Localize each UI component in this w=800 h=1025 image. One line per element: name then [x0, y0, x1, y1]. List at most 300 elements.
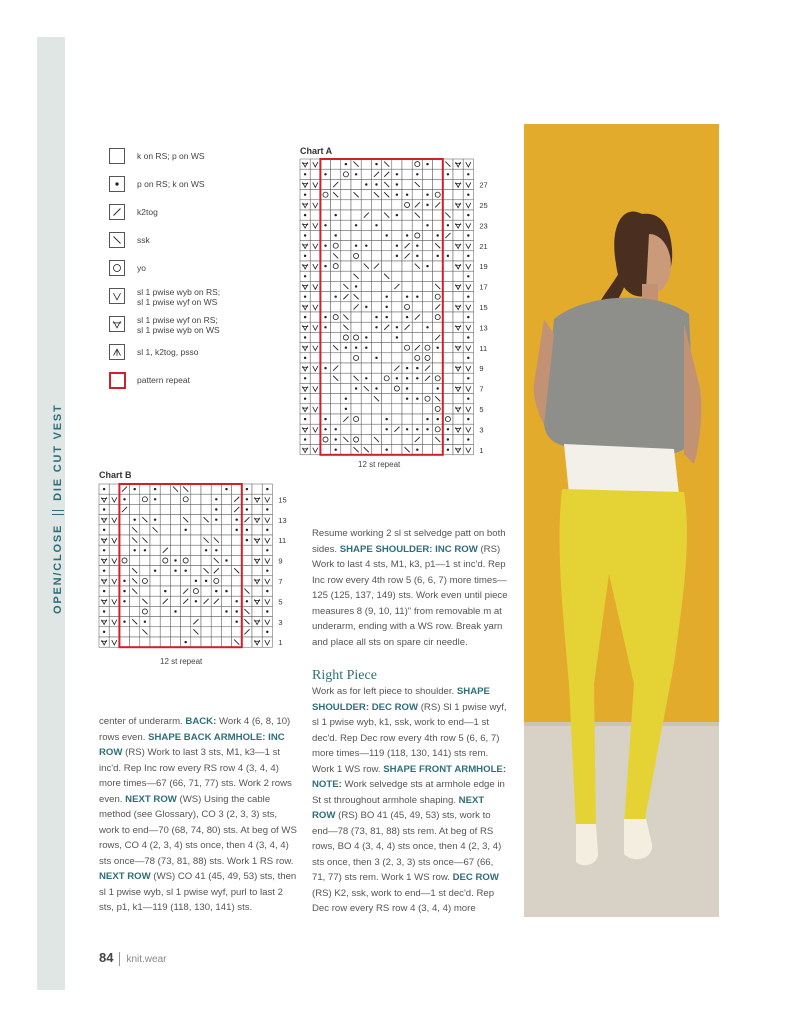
chart-cell	[201, 627, 211, 637]
chart-cell	[320, 322, 330, 332]
chart-cell	[130, 545, 140, 555]
chart-cell	[351, 424, 361, 434]
chart-cell	[130, 586, 140, 596]
chart-cell	[412, 230, 422, 240]
chart-cell	[201, 596, 211, 606]
chart-cell	[242, 637, 252, 647]
chart-cell	[109, 566, 119, 576]
chart-cell	[310, 169, 320, 179]
chart-cell	[252, 627, 262, 637]
chart-cell	[320, 251, 330, 261]
chart-cell	[453, 241, 463, 251]
chart-cell	[463, 363, 473, 373]
chart-cell	[351, 414, 361, 424]
chart-cell	[382, 363, 392, 373]
instruction-run: center of underarm.	[99, 716, 186, 727]
chart-cell	[221, 586, 231, 596]
chart-cell	[412, 322, 422, 332]
chart-cell	[361, 210, 371, 220]
chart-cell	[300, 230, 310, 240]
chart-cell	[361, 394, 371, 404]
chart-cell	[443, 373, 453, 383]
chart-cell	[443, 200, 453, 210]
chart-cell	[433, 394, 443, 404]
row-number-label: 25	[479, 200, 488, 210]
chart-cell	[433, 190, 443, 200]
chart-cell	[211, 606, 221, 616]
chart-cell	[433, 312, 443, 322]
chart-cell	[341, 169, 351, 179]
chart-cell	[140, 494, 150, 504]
chart-cell	[109, 515, 119, 525]
chart-cell	[412, 271, 422, 281]
chart-cell	[310, 251, 320, 261]
chart-cell	[181, 555, 191, 565]
chart-cell	[242, 617, 252, 627]
chart-cell	[351, 404, 361, 414]
chart-cell	[443, 179, 453, 189]
chart-cell	[433, 179, 443, 189]
chart-cell	[119, 627, 129, 637]
chart-cell	[331, 373, 341, 383]
instruction-run: (WS) CO 41 (45, 49, 53) sts, then sl 1 pwise wyb, sl 1 pwise wyf, purl to last 2 sts, p1, k1—119 (118, 130, 141) sts.	[99, 871, 297, 913]
chart-cell	[310, 373, 320, 383]
chart-cell	[371, 312, 381, 322]
chart-cell	[221, 576, 231, 586]
chart-cell	[262, 555, 272, 565]
chart-cell	[170, 576, 180, 586]
chart-cell	[412, 179, 422, 189]
chart-cell	[402, 169, 412, 179]
row-number-label: 15	[479, 302, 488, 312]
chart-cell	[300, 220, 310, 230]
chart-cell	[119, 504, 129, 514]
chart-cell	[412, 404, 422, 414]
row-number-label: 23	[479, 221, 488, 231]
chart-cell	[201, 617, 211, 627]
chart-cell	[221, 525, 231, 535]
chart-cell	[150, 596, 160, 606]
chart-cell	[463, 251, 473, 261]
chart-cell	[341, 404, 351, 414]
chart-cell	[150, 606, 160, 616]
chart-cell	[433, 404, 443, 414]
chart-cell	[99, 596, 109, 606]
chart-cell	[453, 210, 463, 220]
row-number-label: 1	[479, 445, 484, 455]
chart-cell	[463, 353, 473, 363]
row-number-label: 11	[278, 536, 287, 546]
chart-cell	[371, 434, 381, 444]
instruction-run: SHAPE FRONT ARMHOLE: NOTE:	[312, 763, 507, 790]
chart-cell	[382, 169, 392, 179]
chart-cell	[262, 606, 272, 616]
chart-cell	[392, 363, 402, 373]
chart-cell	[320, 383, 330, 393]
chart-cell	[191, 525, 201, 535]
chart-cell	[119, 566, 129, 576]
chart-cell	[412, 210, 422, 220]
row-number-label: 11	[479, 343, 488, 353]
chart-cell	[300, 343, 310, 353]
chart-cell	[252, 525, 262, 535]
chart-cell	[463, 210, 473, 220]
chart-cell	[351, 332, 361, 342]
chart-cell	[191, 494, 201, 504]
chart-cell	[341, 292, 351, 302]
chart-cell	[262, 525, 272, 535]
chart-cell	[422, 271, 432, 281]
chart-cell	[453, 363, 463, 373]
chart-cell	[310, 292, 320, 302]
chart-cell	[109, 586, 119, 596]
chart-cell	[150, 525, 160, 535]
chart-cell	[310, 179, 320, 189]
chart-cell	[320, 332, 330, 342]
chart-cell	[300, 190, 310, 200]
chart-cell	[331, 383, 341, 393]
instruction-run: (RS) Work to last 3 sts, M1, k3—1 st inc'd. Rep Inc row every RS row 4 (3, 4, 4) more times—67 (66, 71, 77) sts. Work 2 rows even.	[99, 747, 292, 805]
chart-cell	[242, 535, 252, 545]
chart-cell	[443, 169, 453, 179]
instruction-run: (RS) Sl 1 pwise wyf, sl 1 pwise wyb, k1, ssk, work to end—1 st dec'd. Rep Dec row every 4th row 5 (6, 6, 7) more times—119 (118, 130, 141) sts rem. Work 1 WS row.	[312, 701, 507, 775]
chart-cell	[320, 302, 330, 312]
chart-cell	[361, 190, 371, 200]
chart-cell	[150, 545, 160, 555]
chart-cell	[160, 555, 170, 565]
chart-cell	[150, 617, 160, 627]
chart-cell	[351, 434, 361, 444]
chart-cell	[453, 434, 463, 444]
chart-cell	[453, 220, 463, 230]
chart-cell	[140, 566, 150, 576]
chart-cell	[433, 363, 443, 373]
chart-cell	[341, 271, 351, 281]
chart-cell	[443, 281, 453, 291]
chart-cell	[310, 281, 320, 291]
chart-cell	[433, 292, 443, 302]
chart-cell	[160, 606, 170, 616]
chart-cell	[433, 251, 443, 261]
chart-cell	[232, 515, 242, 525]
chart-cell	[351, 241, 361, 251]
chart-cell	[300, 445, 310, 455]
chart-cell	[242, 606, 252, 616]
chart-cell	[191, 484, 201, 494]
chart-cell	[422, 353, 432, 363]
instructions-column-right-piece	[312, 684, 508, 917]
row-number-label: 7	[479, 384, 484, 394]
chart-cell	[221, 637, 231, 647]
chart-cell	[232, 535, 242, 545]
chart-cell	[351, 383, 361, 393]
chart-cell	[402, 414, 412, 424]
chart-cell	[392, 230, 402, 240]
chart-cell	[181, 535, 191, 545]
chart-cell	[443, 394, 453, 404]
chart-cell	[201, 637, 211, 647]
chart-cell	[181, 596, 191, 606]
instructions-column-left	[99, 714, 299, 916]
chart-cell	[201, 606, 211, 616]
chart-cell	[242, 576, 252, 586]
chart-cell	[412, 241, 422, 251]
chart-cell	[382, 210, 392, 220]
chart-cell	[320, 261, 330, 271]
chart-cell	[422, 404, 432, 414]
chart-cell	[130, 504, 140, 514]
chart-cell	[181, 504, 191, 514]
chart-cell	[443, 414, 453, 424]
chart-cell	[463, 383, 473, 393]
chart-cell	[382, 200, 392, 210]
chart-cell	[341, 353, 351, 363]
chart-cell	[331, 169, 341, 179]
chart-cell	[300, 404, 310, 414]
chart-cell	[181, 566, 191, 576]
row-number-label: 13	[278, 515, 287, 525]
chart-cell	[170, 535, 180, 545]
chart-cell	[422, 169, 432, 179]
chart-cell	[422, 159, 432, 169]
chart-cell	[211, 637, 221, 647]
chart-cell	[402, 261, 412, 271]
row-number-label: 15	[278, 495, 287, 505]
row-number-label: 17	[479, 282, 488, 292]
chart-cell	[463, 292, 473, 302]
chart-cell	[232, 627, 242, 637]
chart-cell	[160, 525, 170, 535]
chart-cell	[221, 504, 231, 514]
chart-cell	[422, 434, 432, 444]
chart-cell	[351, 220, 361, 230]
chart-cell	[453, 261, 463, 271]
chart-cell	[422, 200, 432, 210]
chart-cell	[392, 424, 402, 434]
chart-cell	[443, 445, 453, 455]
chart-cell	[433, 230, 443, 240]
chart-cell	[392, 445, 402, 455]
chart-cell	[433, 302, 443, 312]
chart-cell	[232, 606, 242, 616]
chart-cell	[300, 159, 310, 169]
chart-cell	[463, 434, 473, 444]
chart-cell	[351, 373, 361, 383]
chart-cell	[371, 271, 381, 281]
chart-cell	[341, 190, 351, 200]
instruction-run: (RS) Work to last 4 sts, M1, k3, p1—1 st inc'd. Rep Inc row every 4th row 5 (6, 6, 7) more times—125 (125, 137, 149) sts. Work even until piece measures 8 (9, 10, 11)" from removable m at underarm, ending with a WS row. Break yarn and place all sts on spare cir needle.	[312, 543, 508, 648]
chart-cell	[361, 353, 371, 363]
chart-cell	[130, 566, 140, 576]
chart-cell	[453, 281, 463, 291]
chart-cell	[252, 484, 262, 494]
chart-cell	[361, 424, 371, 434]
chart-cell	[463, 230, 473, 240]
chart-cell	[331, 445, 341, 455]
chart-cell	[433, 281, 443, 291]
chart-cell	[402, 445, 412, 455]
chart-cell	[371, 394, 381, 404]
chart-cell	[351, 445, 361, 455]
chart-cell	[310, 190, 320, 200]
chart-cell	[170, 617, 180, 627]
instruction-run: Work selvedge sts at armhole edge in St st throughout armhole shaping.	[312, 779, 505, 806]
chart-cell	[463, 394, 473, 404]
chart-cell	[422, 343, 432, 353]
chart-cell	[109, 617, 119, 627]
row-number-label: 27	[479, 180, 488, 190]
chart-cell	[371, 241, 381, 251]
chart-cell	[119, 545, 129, 555]
chart-cell	[382, 312, 392, 322]
chart-cell	[371, 404, 381, 414]
chart-cell	[119, 586, 129, 596]
chart-cell	[392, 332, 402, 342]
chart-cell	[201, 566, 211, 576]
chart-cell	[443, 251, 453, 261]
chart-cell	[252, 566, 262, 576]
chart-cell	[412, 343, 422, 353]
chart-cell	[160, 566, 170, 576]
chart-cell	[351, 179, 361, 189]
legend-label: pattern repeat	[137, 375, 190, 385]
chart-cell	[351, 159, 361, 169]
chart-cell	[361, 434, 371, 444]
chart-cell	[300, 200, 310, 210]
chart-cell	[361, 404, 371, 414]
chart-cell	[402, 373, 412, 383]
chart-cell	[150, 637, 160, 647]
chart-cell	[412, 169, 422, 179]
chart-cell	[341, 312, 351, 322]
chart-cell	[422, 312, 432, 322]
instruction-run: SHAPE SHOULDER: INC ROW	[339, 543, 478, 555]
chart-cell	[262, 596, 272, 606]
chart-cell	[422, 332, 432, 342]
chart-cell	[371, 445, 381, 455]
chart-cell	[331, 424, 341, 434]
chart-cell	[170, 637, 180, 647]
instruction-run: BACK:	[185, 716, 217, 727]
chart-cell	[371, 363, 381, 373]
chart-cell	[371, 281, 381, 291]
chart-cell	[320, 190, 330, 200]
chart-cell	[402, 241, 412, 251]
chart-cell	[130, 555, 140, 565]
chart-cell	[331, 230, 341, 240]
chart-cell	[331, 159, 341, 169]
chart-cell	[402, 281, 412, 291]
chart-cell	[412, 292, 422, 302]
chart-cell	[130, 484, 140, 494]
chart-cell	[402, 302, 412, 312]
chart-cell	[232, 566, 242, 576]
chart-cell	[310, 332, 320, 342]
chart-cell	[351, 230, 361, 240]
chart-cell	[221, 596, 231, 606]
chart-cell	[402, 353, 412, 363]
chart-cell	[232, 596, 242, 606]
chart-cell	[300, 322, 310, 332]
chart-cell	[211, 484, 221, 494]
chart-cell	[150, 484, 160, 494]
chart-cell	[453, 271, 463, 281]
instruction-run: (RS) BO 41 (45, 49, 53) sts, work to end—78 (73, 81, 88) sts rem. At beg of RS rows, BO 4 (3, 4, 4) sts once, then 4 (2, 3, 4) sts once, then 3 (2, 3, 3) sts once—67 (66, 71, 77) sts rem. Work 1 WS row.	[312, 810, 502, 883]
legend-label: sl 1, k2tog, psso	[137, 347, 199, 357]
chart-cell	[242, 545, 252, 555]
chart-cell	[221, 617, 231, 627]
chart-cell	[463, 190, 473, 200]
chart-cell	[320, 220, 330, 230]
chart-cell	[382, 159, 392, 169]
chart-cell	[382, 343, 392, 353]
chart-cell	[402, 343, 412, 353]
chart-cell	[412, 220, 422, 230]
chart-cell	[453, 230, 463, 240]
chart-cell	[361, 241, 371, 251]
chart-cell	[412, 353, 422, 363]
chart-cell	[191, 606, 201, 616]
legend-sl-wyb-icon	[109, 288, 125, 304]
chart-cell	[300, 292, 310, 302]
chart-cell	[341, 434, 351, 444]
chart-cell	[150, 515, 160, 525]
chart-cell	[453, 343, 463, 353]
chart-cell	[310, 230, 320, 240]
chart-cell	[262, 586, 272, 596]
chart-cell	[130, 515, 140, 525]
chart-cell	[99, 576, 109, 586]
chart-cell	[443, 404, 453, 414]
chart-cell	[109, 596, 119, 606]
chart-cell	[361, 445, 371, 455]
chart-cell	[371, 210, 381, 220]
chart-cell	[130, 617, 140, 627]
chart-cell	[402, 200, 412, 210]
chart-cell	[402, 404, 412, 414]
row-number-label: 7	[278, 576, 283, 586]
chart-cell	[300, 332, 310, 342]
row-number-label: 3	[479, 425, 484, 435]
chart-cell	[361, 373, 371, 383]
chart-cell	[341, 414, 351, 424]
chart-cell	[412, 190, 422, 200]
chart-cell	[300, 434, 310, 444]
chart-cell	[331, 220, 341, 230]
chart-cell	[252, 504, 262, 514]
chart-cell	[262, 494, 272, 504]
chart-cell	[433, 383, 443, 393]
chart-cell	[402, 159, 412, 169]
chart-cell	[453, 373, 463, 383]
chart-cell	[300, 169, 310, 179]
chart-cell	[109, 555, 119, 565]
chart-cell	[443, 424, 453, 434]
chart-cell	[310, 343, 320, 353]
chart-cell	[119, 606, 129, 616]
chart-cell	[140, 617, 150, 627]
legend-ssk-icon	[109, 232, 125, 248]
chart-cell	[392, 271, 402, 281]
chart-cell	[371, 200, 381, 210]
chart-cell	[262, 576, 272, 586]
model-photo	[524, 124, 719, 917]
chart-cell	[361, 220, 371, 230]
chart-cell	[300, 414, 310, 424]
chart-cell	[252, 586, 262, 596]
chart-cell	[191, 617, 201, 627]
chart-cell	[181, 576, 191, 586]
